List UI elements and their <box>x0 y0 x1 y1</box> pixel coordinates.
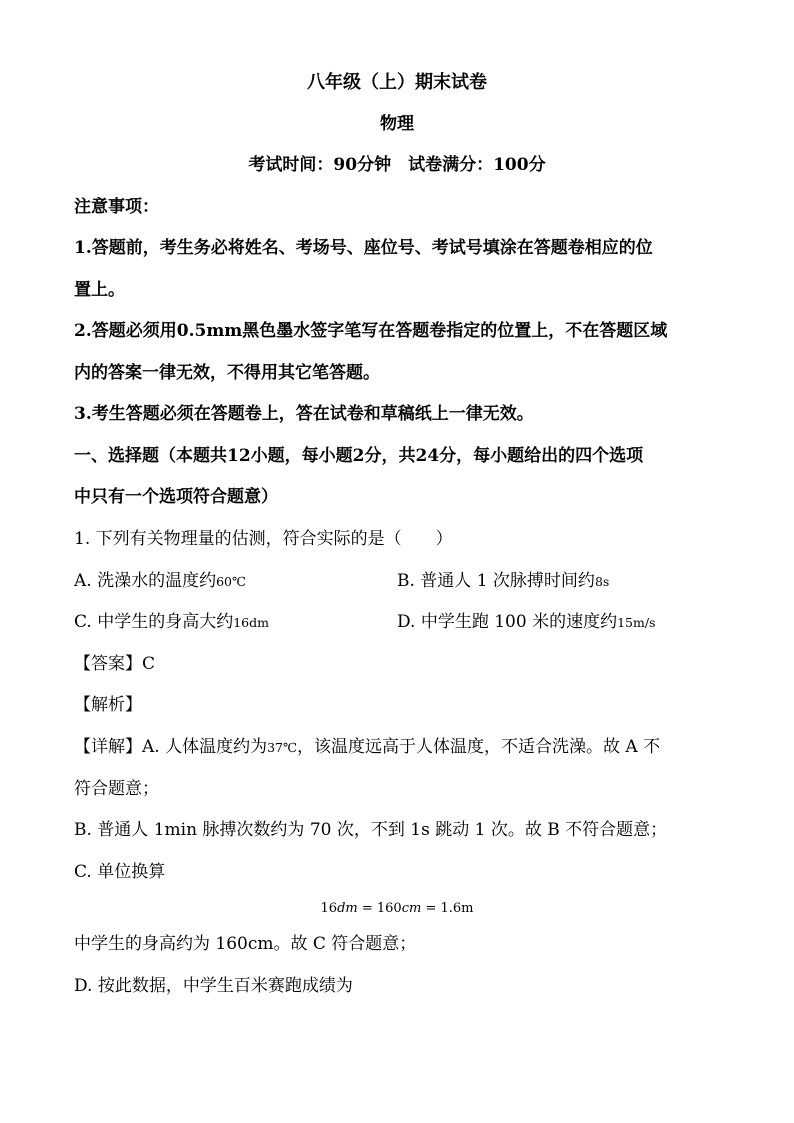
option-b-text: B. 普通人 1 次脉搏时间约 <box>397 571 595 591</box>
detail-a-text-2: ，该温度远高于人体温度，不适合洗澡。故 A 不 <box>296 737 661 757</box>
detail-c: C. 单位换算 <box>74 862 166 882</box>
option-a <box>74 570 246 593</box>
option-b-value: 8s <box>594 574 610 589</box>
formula-part-3: = 1.6m <box>421 901 474 916</box>
analysis-label: 【解析】 <box>74 695 142 715</box>
unit-conversion-formula <box>0 898 794 920</box>
formula-unit-1: dm <box>337 901 358 916</box>
option-b <box>397 570 609 593</box>
option-d <box>397 611 655 634</box>
section-heading-line-1: 一、选择题（本题共12小题，每小题2分，共24分，每小题给出的四个选项 <box>74 446 644 466</box>
notice-item-2-line-1: 2.答题必须用0.5mm黑色墨水签字笔写在答题卷指定的位置上，不在答题区域 <box>74 321 668 341</box>
detail-a-temperature: 37℃ <box>267 740 297 755</box>
option-d-value: 15m/s <box>617 615 656 630</box>
formula-part-2: = 160 <box>357 901 402 916</box>
detail-d: D. 按此数据，中学生百米赛跑成绩为 <box>74 976 353 996</box>
option-c <box>74 611 269 634</box>
notice-item-1-line-1: 1.答题前，考生务必将姓名、考场号、座位号、考试号填涂在答题卷相应的位 <box>74 238 653 258</box>
formula-unit-2: cm <box>401 901 422 916</box>
notice-heading: 注意事项： <box>74 197 159 217</box>
answer-label: 【答案】C <box>74 654 156 674</box>
detail-a-text: 【详解】A. 人体温度约为 <box>74 737 268 757</box>
subject-title: 物理 <box>380 114 414 134</box>
page-title: 八年级（上）期末试卷 <box>307 72 487 93</box>
question-stem: 1. 下列有关物理量的估测，符合实际的是（ ） <box>74 529 453 549</box>
option-a-text: A. 洗澡水的温度约 <box>74 571 217 591</box>
detail-a-line-2: 符合题意； <box>74 779 159 799</box>
option-c-text: C. 中学生的身高大约 <box>74 612 234 632</box>
section-heading-line-2: 中只有一个选项符合题意） <box>74 487 278 507</box>
option-c-value: 16dm <box>233 615 269 630</box>
formula-part-1: 16 <box>320 901 338 916</box>
option-d-text: D. 中学生跑 100 米的速度约 <box>397 612 618 632</box>
exam-info: 考试时间：90分钟 试卷满分：100分 <box>248 155 546 175</box>
detail-a-line-1 <box>74 736 660 759</box>
notice-item-1-line-2: 置上。 <box>74 280 125 300</box>
detail-b: B. 普通人 1min 脉搏次数约为 70 次，不到 1s 跳动 1 次。故 B 不符合题意； <box>74 820 668 840</box>
option-a-value: 60℃ <box>216 574 246 589</box>
notice-item-3: 3.考生答题必须在答题卷上，答在试卷和草稿纸上一律无效。 <box>74 404 534 424</box>
detail-c-result: 中学生的身高约为 160cm。故 C 符合题意； <box>74 934 417 954</box>
notice-item-2-line-2: 内的答案一律无效，不得用其它笔答题。 <box>74 363 380 383</box>
